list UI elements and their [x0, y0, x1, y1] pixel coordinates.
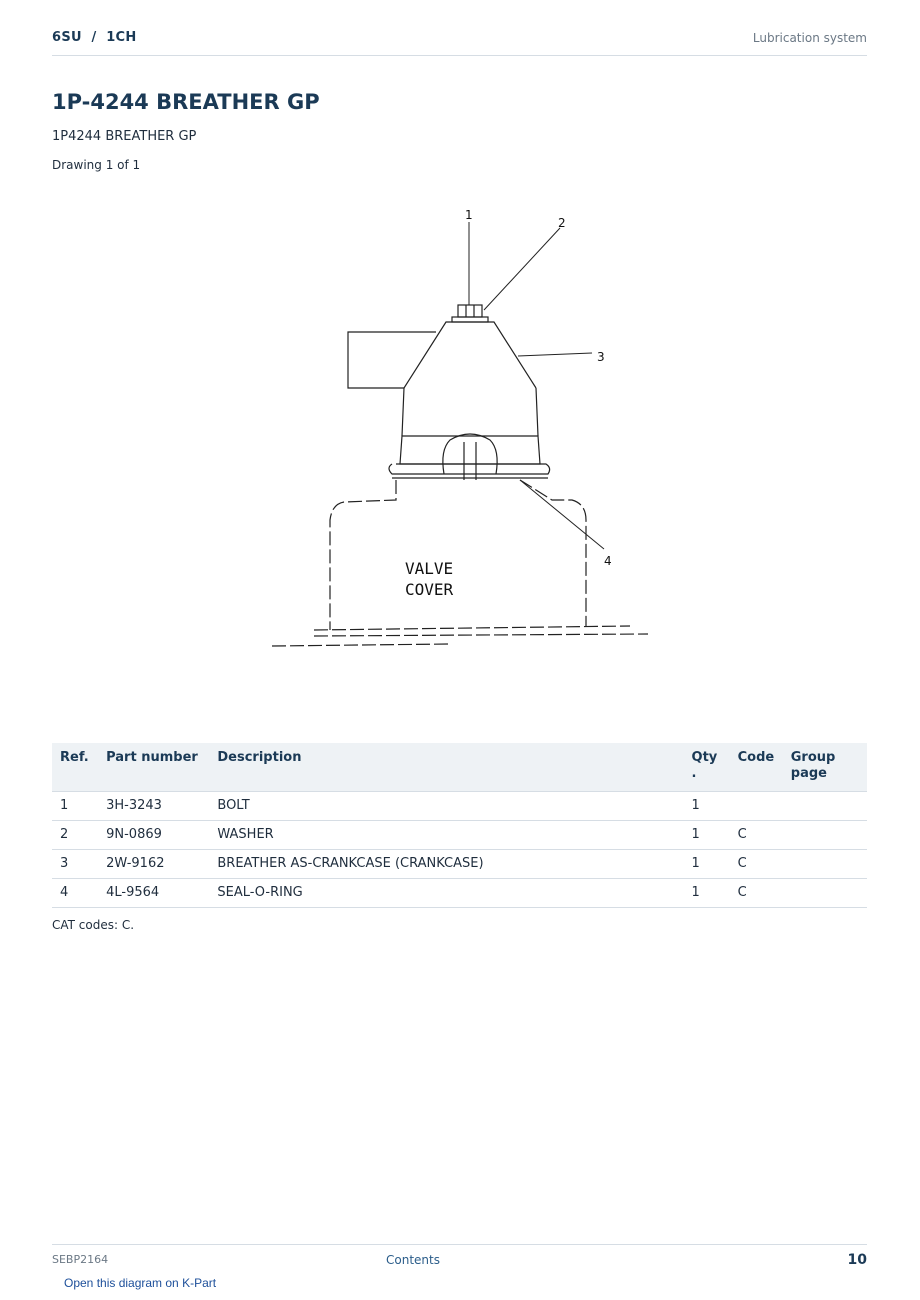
row-description: WASHER: [209, 821, 683, 850]
row-description: BREATHER AS-CRANKCASE (CRANKCASE): [209, 850, 683, 879]
parts-table: [52, 743, 867, 908]
callout-1: 1: [465, 208, 473, 222]
footer-divider: [52, 1244, 867, 1245]
table-row: [52, 792, 867, 821]
row-code: C: [730, 850, 783, 879]
callout-3: 3: [597, 350, 605, 364]
row-group-page: [783, 821, 867, 850]
row-part-number: 2W-9162: [98, 850, 209, 879]
row-group-page: [783, 792, 867, 821]
row-qty: 1: [684, 792, 730, 821]
page-title: 1P-4244 BREATHER GP: [52, 90, 320, 114]
cat-codes-note: CAT codes: C.: [52, 918, 135, 932]
row-ref: 4: [52, 879, 98, 908]
col-ref: Ref.: [52, 743, 98, 792]
col-code: Code: [730, 743, 783, 792]
page-subtitle: 1P4244 BREATHER GP: [52, 129, 197, 144]
breather-diagram: [0, 190, 920, 720]
row-code: C: [730, 821, 783, 850]
valve-label: VALVE: [405, 559, 454, 578]
col-description: Description: [209, 743, 683, 792]
row-part-number: 3H-3243: [98, 792, 209, 821]
row-ref: 2: [52, 821, 98, 850]
breadcrumb: 6SU / 1CH: [52, 30, 137, 45]
open-in-kpart-link[interactable]: Open this diagram on K-Part: [64, 1276, 217, 1290]
table-row: [52, 821, 867, 850]
col-part-number: Part number: [98, 743, 209, 792]
table-row: [52, 879, 867, 908]
row-ref: 3: [52, 850, 98, 879]
callout-4: 4: [604, 554, 612, 568]
row-group-page: [783, 850, 867, 879]
table-row: [52, 850, 867, 879]
section-name: Lubrication system: [752, 31, 867, 45]
callout-2: 2: [558, 216, 566, 230]
col-qty: Qty .: [684, 743, 730, 792]
col-group-page: Group page: [783, 743, 867, 792]
row-code: C: [730, 879, 783, 908]
table-header-row: [52, 743, 867, 792]
document-id: SEBP2164: [52, 1253, 109, 1266]
contents-link[interactable]: Contents: [386, 1253, 440, 1267]
page-header: [52, 30, 867, 56]
row-part-number: 9N-0869: [98, 821, 209, 850]
row-part-number: 4L-9564: [98, 879, 209, 908]
row-description: SEAL-O-RING: [209, 879, 683, 908]
row-group-page: [783, 879, 867, 908]
cover-label: COVER: [405, 580, 454, 599]
row-qty: 1: [684, 879, 730, 908]
row-ref: 1: [52, 792, 98, 821]
row-qty: 1: [684, 821, 730, 850]
row-description: BOLT: [209, 792, 683, 821]
page-number: 10: [847, 1252, 867, 1268]
row-qty: 1: [684, 850, 730, 879]
row-code: [730, 792, 783, 821]
drawing-count-label: Drawing 1 of 1: [52, 158, 141, 172]
